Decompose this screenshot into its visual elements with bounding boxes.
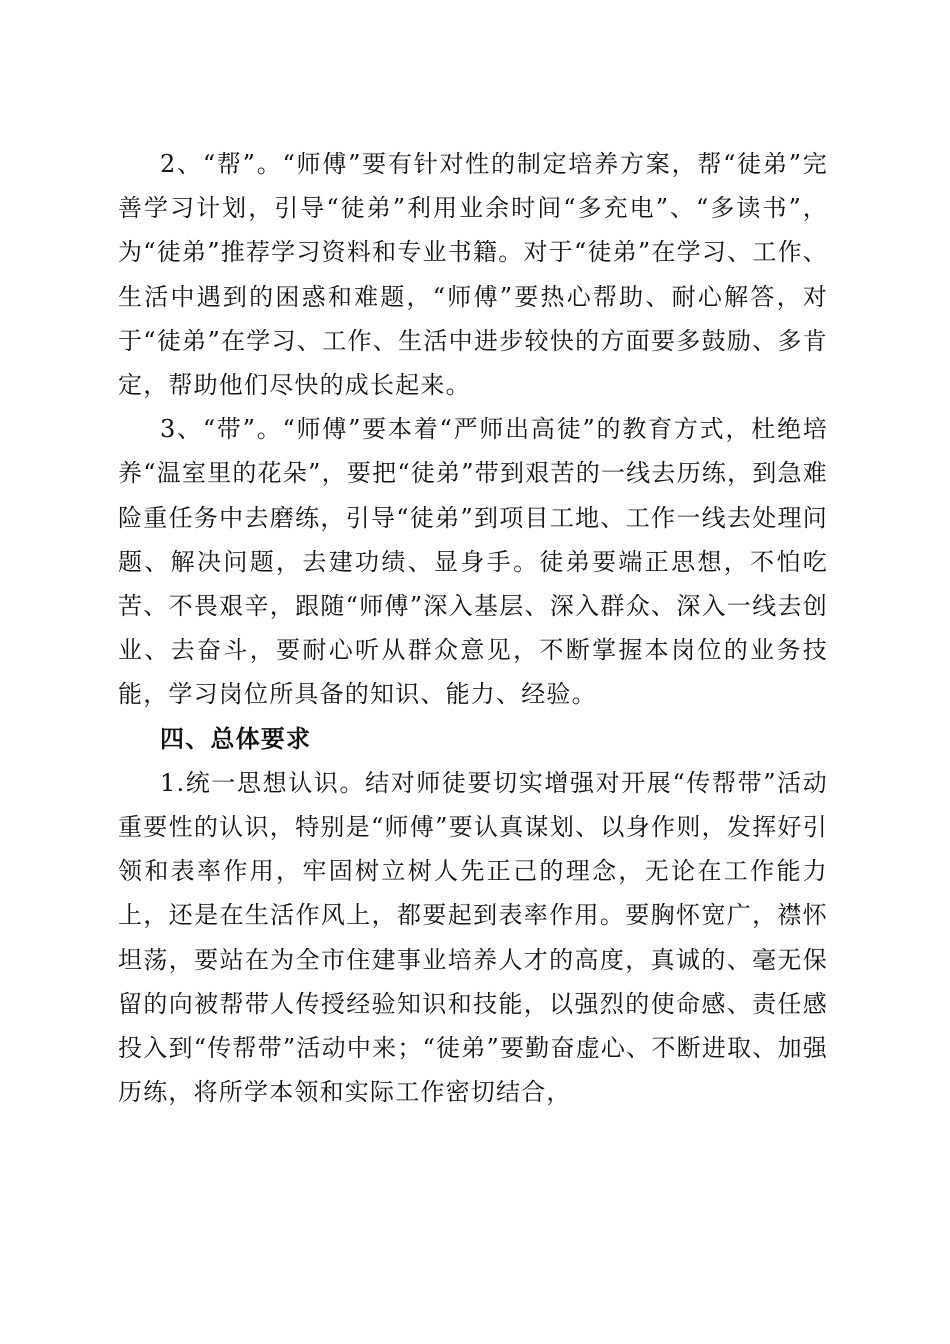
paragraph-dai: 3、“带”。“师傅”要本着“严师出高徒”的教育方式，杜绝培养“温室里的花朵”，要把“徒弟”带到艰苦的一线去历练，到急难险重任务中去磨练，引导“徒弟”到项目工地、工作一线去处理问题、解决问题，去建功绩、显身手。徒弟要端正思想，不怕吃苦、不畏艰辛，跟随“师傅”深入基层、深入群众、深入一线去创业、去奋斗，要耐心听从群众意见，不断掌握本岗位的业务技能，学习岗位所具备的知识、能力、经验。 [118, 415, 828, 709]
section-heading-overall-requirements: 四、总体要求 [160, 723, 312, 753]
paragraph-bang: 2、“帮”。“师傅”要有针对性的制定培养方案，帮“徒弟”完善学习计划，引导“徒弟”利用业余时间“多充电”、“多读书”，为“徒弟”推荐学习资料和专业书籍。对于“徒弟”在学习、工作、生活中遇到的困惑和难题，“师傅”要热心帮助、耐心解答，对于“徒弟”在学习、工作、生活中进步较快的方面要多鼓励、多肯定，帮助他们尽快的成长起来。 [118, 150, 828, 400]
paragraph-unify-thinking: 1.统一思想认识。结对师徒要切实增强对开展“传帮带”活动重要性的认识，特别是“师傅”要认真谋划、以身作则，发挥好引领和表率作用，牢固树立树人先正己的理念，无论在工作能力上，还是在生活作风上，都要起到表率作用。要胸怀宽广，襟怀坦荡，要站在为全市住建事业培养人才的高度，真诚的、毫无保留的向被帮带人传授经验知识和技能，以强烈的使命感、责任感投入到“传帮带”活动中来；“徒弟”要勤奋虚心、不断进取、加强历练，将所学本领和实际工作密切结合， [118, 768, 828, 1107]
document-body [118, 142, 828, 1114]
